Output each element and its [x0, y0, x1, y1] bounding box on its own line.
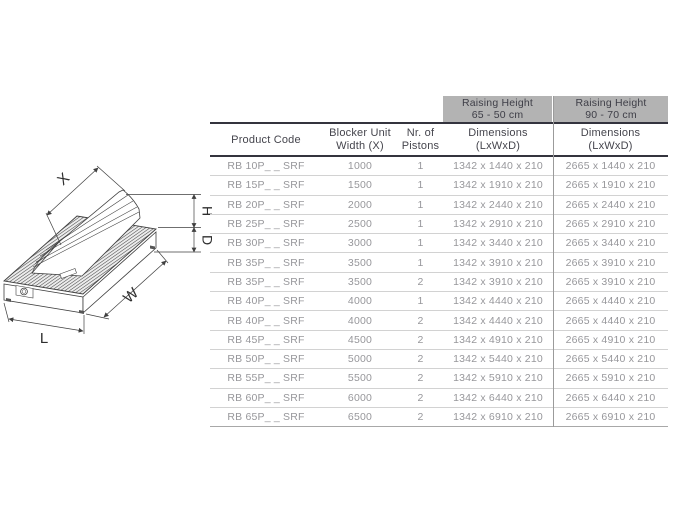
table-row — [210, 176, 668, 195]
band-header-line1: Raising Height — [461, 96, 534, 109]
cell-blocker-width: 3500 — [347, 275, 373, 288]
cell-product-code: RB 15P_ _ SRF — [227, 179, 305, 192]
isometric-drawing-svg — [0, 158, 226, 368]
table-row — [210, 157, 668, 176]
band-spacer — [210, 96, 322, 122]
cell-dimensions-90: 2665 x 6440 x 210 — [565, 391, 656, 404]
col-header-dimensions-90 — [553, 124, 668, 155]
cell-product-code: RB 40P_ _ SRF — [227, 314, 305, 327]
col-header-line: Pistons — [401, 140, 440, 152]
col-header-line: Nr. of — [406, 127, 435, 139]
cell-product-code: RB 20P_ _ SRF — [227, 198, 305, 211]
cell-dimensions-65: 1342 x 1910 x 210 — [453, 179, 543, 192]
cell-pistons: 1 — [417, 237, 424, 250]
cell-pistons: 1 — [417, 198, 424, 211]
table-row — [210, 350, 668, 369]
cell-blocker-width: 5500 — [347, 372, 373, 385]
cell-pistons: 2 — [417, 353, 424, 366]
table-row — [210, 292, 668, 311]
table-body — [210, 157, 668, 427]
cell-dimensions-90: 2665 x 4910 x 210 — [565, 333, 656, 346]
cell-dimensions-65: 1342 x 6910 x 210 — [453, 411, 543, 423]
cell-dimensions-90: 2665 x 5910 x 210 — [565, 372, 656, 385]
col-header-line: Width (X) — [336, 140, 384, 152]
col-header-pistons — [398, 124, 443, 155]
cell-pistons: 1 — [417, 160, 424, 173]
cell-product-code: RB 60P_ _ SRF — [227, 391, 305, 404]
cell-dimensions-90: 2665 x 5440 x 210 — [565, 353, 656, 366]
dim-label-x: X — [54, 169, 74, 189]
band-header-90-70 — [554, 96, 668, 122]
road-blocker-technical-drawing — [0, 158, 226, 368]
cell-pistons: 2 — [417, 314, 424, 327]
cell-pistons: 1 — [417, 295, 424, 308]
band-header-65-50 — [443, 96, 552, 122]
cell-dimensions-90: 2665 x 3910 x 210 — [565, 275, 656, 288]
cell-product-code: RB 25P_ _ SRF — [227, 218, 305, 231]
cell-blocker-width: 3000 — [347, 237, 373, 250]
cell-product-code: RB 65P_ _ SRF — [227, 411, 305, 423]
cell-product-code: RB 10P_ _ SRF — [227, 160, 305, 173]
cell-dimensions-65: 1342 x 5910 x 210 — [453, 372, 543, 385]
cell-dimensions-65: 1342 x 4440 x 210 — [453, 295, 543, 308]
cell-dimensions-65: 1342 x 3440 x 210 — [453, 237, 543, 250]
col-header-product-code — [210, 124, 322, 155]
cell-dimensions-90: 2665 x 2910 x 210 — [565, 218, 656, 231]
cell-pistons: 2 — [417, 333, 424, 346]
cell-blocker-width: 1500 — [347, 179, 373, 192]
band-header-line2: 90 - 70 cm — [585, 109, 637, 121]
cell-dimensions-65: 1342 x 1440 x 210 — [453, 160, 543, 173]
cell-dimensions-65: 1342 x 3910 x 210 — [453, 256, 543, 269]
cell-dimensions-65: 1342 x 5440 x 210 — [453, 353, 543, 366]
band-spacer — [322, 96, 398, 122]
col-header-line: Product Code — [231, 133, 301, 146]
raising-height-band — [210, 96, 668, 122]
table-row — [210, 215, 668, 234]
cell-blocker-width: 1000 — [347, 160, 373, 173]
cell-product-code: RB 35P_ _ SRF — [227, 256, 305, 269]
dimensions-column-divider — [553, 96, 554, 427]
cell-pistons: 1 — [417, 218, 424, 231]
cell-dimensions-90: 2665 x 4440 x 210 — [565, 314, 656, 327]
dim-label-d: D — [199, 234, 216, 246]
dim-label-l: L — [39, 330, 49, 347]
cell-blocker-width: 3500 — [347, 256, 373, 269]
col-header-blocker-width — [322, 124, 398, 155]
table-row — [210, 331, 668, 350]
cell-product-code: RB 30P_ _ SRF — [227, 237, 305, 250]
cell-pistons: 1 — [417, 256, 424, 269]
cell-product-code: RB 55P_ _ SRF — [227, 372, 305, 385]
table-row — [210, 196, 668, 215]
cell-product-code: RB 35P_ _ SRF — [227, 275, 305, 288]
cell-blocker-width: 6500 — [347, 411, 373, 423]
col-header-line: Blocker Unit — [329, 127, 391, 139]
cell-blocker-width: 5000 — [347, 353, 373, 366]
col-header-dimensions-65 — [443, 124, 553, 155]
cell-dimensions-90: 2665 x 3910 x 210 — [565, 256, 656, 269]
cell-product-code: RB 50P_ _ SRF — [227, 353, 305, 366]
cell-pistons: 2 — [417, 391, 424, 404]
band-header-line1: Raising Height — [575, 96, 647, 109]
cell-product-code: RB 40P_ _ SRF — [227, 295, 305, 308]
col-header-line: (LxWxD) — [475, 140, 521, 152]
cell-pistons: 2 — [417, 411, 424, 423]
cell-dimensions-65: 1342 x 2910 x 210 — [453, 218, 543, 231]
table-row — [210, 234, 668, 253]
cell-dimensions-90: 2665 x 1910 x 210 — [565, 179, 656, 192]
table-row — [210, 389, 668, 408]
cell-dimensions-90: 2665 x 2440 x 210 — [565, 198, 656, 211]
cell-dimensions-90: 2665 x 1440 x 210 — [565, 160, 656, 173]
cell-dimensions-90: 2665 x 3440 x 210 — [565, 237, 656, 250]
table-row — [210, 253, 668, 272]
cell-pistons: 2 — [417, 372, 424, 385]
cell-dimensions-90: 2665 x 6910 x 210 — [565, 411, 656, 423]
table-row — [210, 369, 668, 388]
column-header-row — [210, 124, 668, 155]
cell-blocker-width: 4000 — [347, 295, 373, 308]
cell-dimensions-65: 1342 x 4440 x 210 — [453, 314, 543, 327]
cell-blocker-width: 4500 — [347, 333, 373, 346]
band-header-line2: 65 - 50 cm — [471, 109, 524, 121]
cell-pistons: 1 — [417, 179, 424, 192]
col-header-line: Dimensions — [468, 127, 528, 139]
cell-dimensions-65: 1342 x 3910 x 210 — [453, 275, 543, 288]
cell-dimensions-65: 1342 x 4910 x 210 — [453, 333, 543, 346]
cell-blocker-width: 4000 — [347, 314, 373, 327]
cell-dimensions-65: 1342 x 6440 x 210 — [453, 391, 543, 404]
col-header-line: (LxWxD) — [588, 140, 633, 152]
cell-pistons: 2 — [417, 275, 424, 288]
cell-dimensions-90: 2665 x 4440 x 210 — [565, 295, 656, 308]
dim-label-h: H — [199, 205, 216, 217]
band-spacer — [398, 96, 443, 122]
spec-table — [210, 96, 668, 427]
cell-blocker-width: 6000 — [347, 391, 373, 404]
cell-dimensions-65: 1342 x 2440 x 210 — [453, 198, 543, 211]
col-header-line: Dimensions — [580, 127, 641, 139]
dim-label-w: W — [120, 284, 142, 307]
cell-product-code: RB 45P_ _ SRF — [227, 333, 305, 346]
cell-blocker-width: 2500 — [347, 218, 373, 231]
cell-blocker-width: 2000 — [347, 198, 373, 211]
table-row — [210, 273, 668, 292]
table-row — [210, 408, 668, 427]
table-row — [210, 311, 668, 330]
